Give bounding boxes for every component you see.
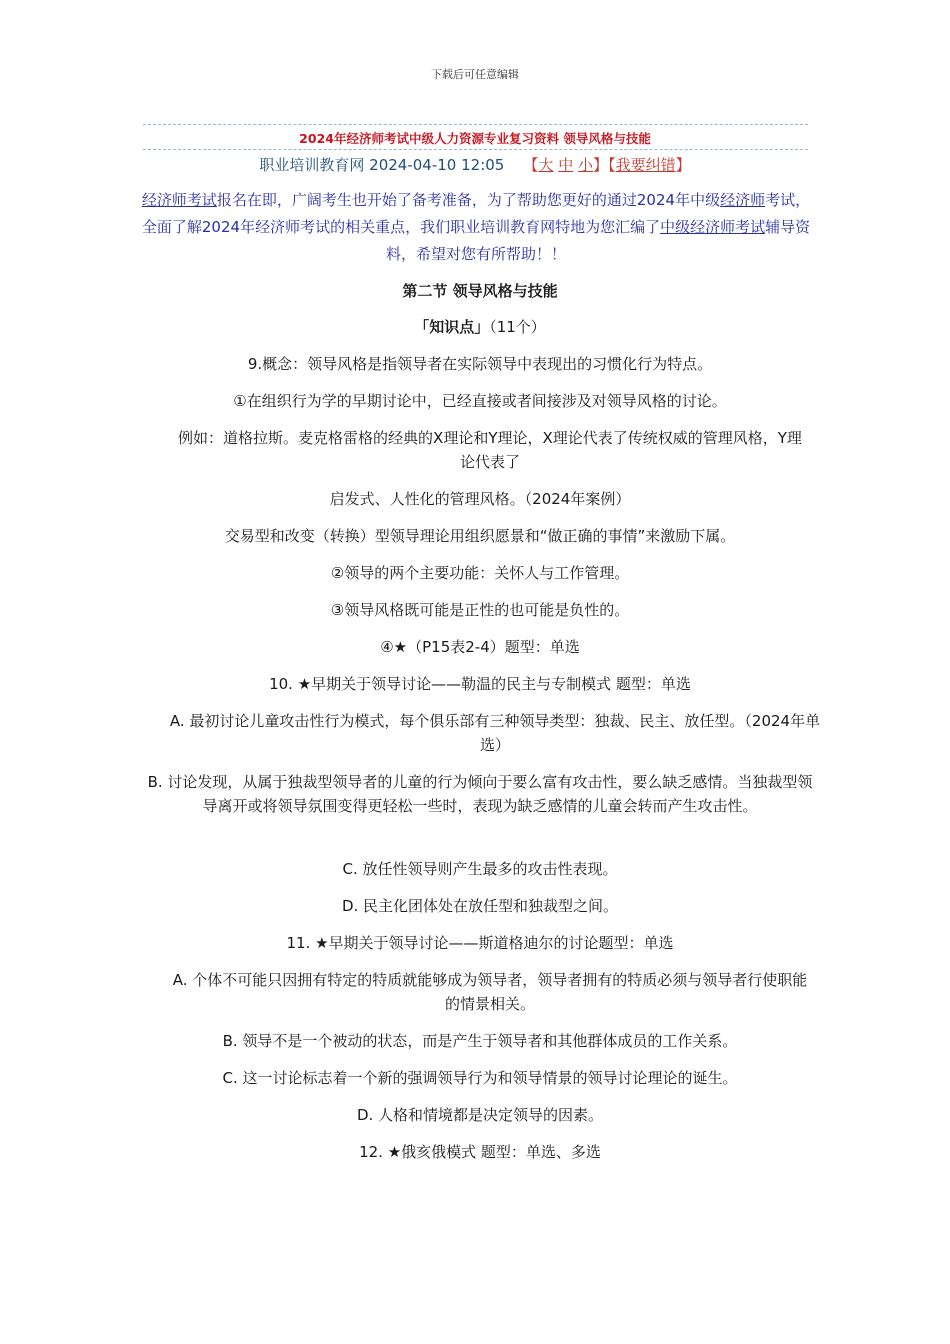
paragraph-10-d: D. 民主化团体处在放任型和独裁型之间。 (341, 897, 619, 915)
report-open: 【 (608, 156, 616, 174)
knowledge-point-heading (140, 315, 820, 339)
font-size-close: 】 (593, 156, 609, 174)
economist-link[interactable]: 经济师 (720, 191, 766, 209)
paragraph-11-d: D. 人格和情境都是决定领导的因素。 (356, 1106, 604, 1124)
paragraph-point-4: ④★（P15表2-4）题型：单选 (380, 638, 580, 656)
site-name: 职业培训教育网 (259, 156, 365, 174)
paragraph-11-c: C. 这一讨论标志着一个新的强调领导行为和领导情景的领导讨论理论的诞生。 (222, 1069, 738, 1087)
font-size-open: 【 (523, 156, 539, 174)
paragraph-transform: 交易型和改变（转换）型领导理论用组织愿景和“做正确的事情”来激励下属。 (224, 527, 736, 545)
font-size-large-link[interactable]: 大 (538, 156, 554, 174)
report-error-link[interactable]: 我要纠错 (615, 156, 676, 174)
report-close: 】 (675, 156, 691, 174)
intro-text-1: 报名在即，广阔考生也开始了备考准备，为了帮助您更好的通过2024年中级 (216, 191, 721, 209)
paragraph-10-heading: 10. ★早期关于领导讨论——勒温的民主与专制模式 题型：单选 (269, 675, 691, 693)
mid-exam-link[interactable]: 中级经济师考试 (660, 218, 766, 236)
paragraph-example-cont: 启发式、人性化的管理风格。（2024年案例） (329, 490, 631, 508)
intro-paragraph (140, 187, 812, 268)
paragraph-example: 例如：道格拉斯。麦克格雷格的经典的X理论和Y理论，X理论代表了传统权威的管理风格，Y理论代表了 (178, 429, 802, 471)
divider-bottom (143, 149, 808, 150)
section-title: 第二节 领导风格与技能 (402, 282, 558, 300)
knowledge-count: （11个） (489, 318, 546, 336)
paragraph-point-3: ③领导风格既可能是正性的也可能是负性的。 (330, 601, 630, 619)
paragraph-10-c: C. 放任性领导则产生最多的攻击性表现。 (342, 860, 618, 878)
knowledge-label: 「知识点」 (414, 318, 490, 336)
article-title: 2024年经济师考试中级人力资源专业复习资料 领导风格与技能 (299, 131, 651, 146)
intro-text-3: 辅导资料，希望对您有所帮助！！ (385, 218, 811, 263)
paragraph-11-a: A. 个体不可能只因拥有特定的特质就能够成为领导者，领导者拥有的特质必须与领导者行使职能的情景相关。 (172, 971, 808, 1013)
intro-text-2: 考试，全面了解2024年经济师考试的相关重点，我们职业培训教育网特地为您汇编了 (141, 191, 811, 236)
publish-datetime: 2024-04-10 12:05 (369, 156, 505, 174)
article-meta (0, 154, 950, 175)
paragraph-10-a: A. 最初讨论儿童攻击性行为模式，每个俱乐部有三种领导类型：独裁、民主、放任型。（2024年单选） (169, 712, 821, 754)
paragraph-point-1: ①在组织行为学的早期讨论中，已经直接或者间接涉及对领导风格的讨论。 (233, 392, 727, 410)
paragraph-11-b: B. 领导不是一个被动的状态，而是产生于领导者和其他群体成员的工作关系。 (222, 1032, 738, 1050)
paragraph-10-b: B. 讨论发现，从属于独裁型领导者的儿童的行为倾向于要么富有攻击性，要么缺乏感情。当独裁型领导离开或将领导氛围变得更轻松一些时，表现为缺乏感情的儿童会转而产生攻击性。 (147, 773, 813, 815)
divider-top (143, 124, 808, 125)
paragraph-point-2: ②领导的两个主要功能：关怀人与工作管理。 (330, 564, 630, 582)
exam-link[interactable]: 经济师考试 (141, 191, 217, 209)
paragraph-11-heading: 11. ★早期关于领导讨论——斯道格迪尔的讨论题型：单选 (286, 934, 674, 952)
font-size-small-link[interactable]: 小 (578, 156, 594, 174)
font-size-medium-link[interactable]: 中 (558, 156, 574, 174)
header-note: 下载后可任意编辑 (431, 68, 519, 81)
paragraph-9-concept: 9.概念：领导风格是指领导者在实际领导中表现出的习惯化行为特点。 (247, 355, 713, 373)
paragraph-12-heading: 12. ★俄亥俄模式 题型：单选、多选 (359, 1143, 601, 1161)
